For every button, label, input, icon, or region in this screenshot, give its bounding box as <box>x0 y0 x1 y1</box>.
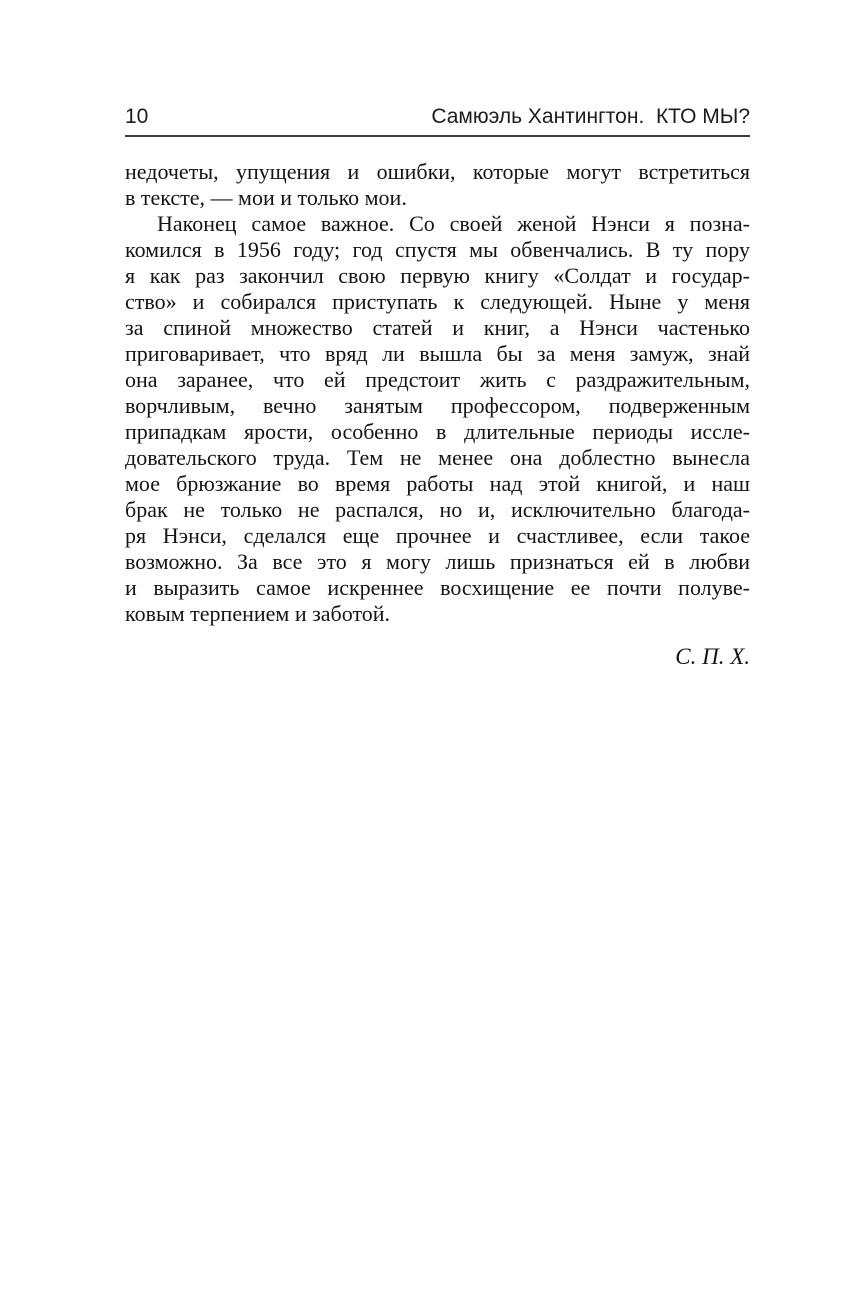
text-line: в тексте, — мои и только мои. <box>125 185 407 210</box>
running-title: Самюэль Хантингтон. КТО МЫ? <box>431 105 750 128</box>
text-line: комился в 1956 году; год спустя мы обвенчались. В ту пору <box>125 237 750 262</box>
text-line: она заранее, что ей предстоит жить с раздражительным, <box>125 367 750 392</box>
body-text <box>125 159 750 670</box>
text-line: я как раз закончил свою первую книгу «Солдат и государ- <box>125 263 750 288</box>
paragraph <box>125 211 750 627</box>
text-line: недочеты, упущения и ошибки, которые могут встретиться <box>125 159 750 184</box>
page-header <box>125 106 750 128</box>
text-line: приговаривает, что вряд ли вышла бы за меня замуж, знай <box>125 341 750 366</box>
text-line: и выразить самое искреннее восхищение ее почти полуве- <box>125 575 750 600</box>
text-line: возможно. За все это я могу лишь признаться ей в любви <box>125 549 750 574</box>
text-line: мое брюзжание во время работы над этой книгой, и наш <box>125 471 750 496</box>
text-line: Наконец самое важное. Со своей женой Нэнси я позна- <box>157 211 750 236</box>
text-line: ворчливым, вечно занятым профессором, подверженным <box>125 393 750 418</box>
page-number: 10 <box>125 105 149 128</box>
text-line: припадкам ярости, особенно в длительные периоды иссле- <box>125 419 750 444</box>
text-line: ря Нэнси, сделался еще прочнее и счастливее, если такое <box>125 523 750 548</box>
text-line: ковым терпением и заботой. <box>125 601 391 626</box>
paragraph <box>125 159 750 211</box>
author-signature: С. П. Х. <box>675 644 750 669</box>
text-line: за спиной множество статей и книг, а Нэнси частенько <box>125 315 750 340</box>
text-block <box>125 106 750 670</box>
header-rule <box>125 135 750 137</box>
text-line: брак не только не распался, но и, исключительно благода- <box>125 497 750 522</box>
text-line: довательского труда. Тем не менее она доблестно вынесла <box>125 445 750 470</box>
text-line: ство» и собирался приступать к следующей. Ныне у меня <box>125 289 750 314</box>
